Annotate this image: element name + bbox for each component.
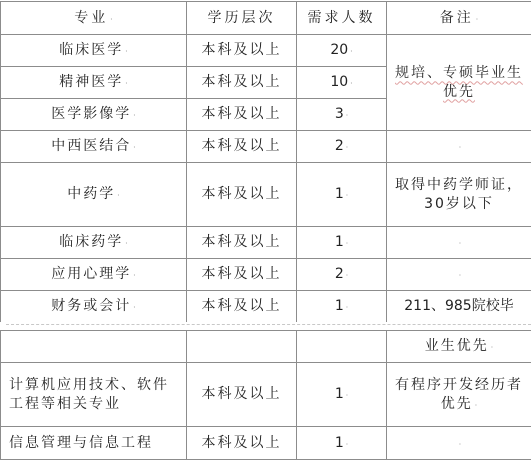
cell-count: 3 ⸱	[297, 99, 387, 131]
cell-remark: 211、985院校毕	[387, 291, 531, 323]
cell-level: 本科及以上	[187, 363, 297, 427]
cell-major: 医学影像学 ⸱	[1, 99, 187, 131]
cell-count: 1 ⸱	[297, 227, 387, 259]
cell-remark: 有程序开发经历者优先 ⸱	[387, 363, 531, 427]
cell-level: 本科及以上	[187, 67, 297, 99]
cell-remark: 取得中药学师证，30岁以下	[387, 163, 531, 227]
cell-level: 本科及以上	[187, 163, 297, 227]
continuation-row	[1, 331, 531, 363]
cell-major: 临床医学 ⸱	[1, 35, 187, 67]
cell-count: 1 ⸱	[297, 163, 387, 227]
table-row	[1, 35, 531, 67]
cell-major: 计算机应用技术、软件工程等相关专业	[1, 363, 187, 427]
cell-major: 应用心理学 ⸱	[1, 259, 187, 291]
cell-major: 中西医结合 ⸱	[1, 131, 187, 163]
cell-level	[187, 331, 297, 363]
cell-count: 1 ⸱	[297, 427, 387, 460]
cell-level: 本科及以上	[187, 35, 297, 67]
header-row	[1, 2, 531, 35]
table-row	[1, 363, 531, 427]
cell-level: 本科及以上	[187, 131, 297, 163]
header-major: 专业 ⸱	[1, 2, 187, 35]
recruitment-table-continued	[0, 330, 531, 460]
cell-remark-merged: 规培、专硕毕业生优先	[387, 35, 531, 131]
cell-count: 10 ⸱	[297, 67, 387, 99]
cell-remark: ⸱	[387, 227, 531, 259]
table-row	[1, 259, 531, 291]
cell-count: 1 ⸱	[297, 291, 387, 323]
cell-count: 2 ⸱	[297, 259, 387, 291]
recruitment-table	[0, 1, 531, 323]
cell-major: 财务或会计 ⸱	[1, 291, 187, 323]
cell-major: 信息管理与信息工程	[1, 427, 187, 460]
page-break-divider	[6, 324, 531, 325]
cell-major: 中药学 ⸱	[1, 163, 187, 227]
cell-remark: ⸱	[387, 427, 531, 460]
cell-remark: ⸱	[387, 131, 531, 163]
header-level: 学历层次	[187, 2, 297, 35]
table-row	[1, 227, 531, 259]
cell-level: 本科及以上	[187, 259, 297, 291]
header-count: 需求人数	[297, 2, 387, 35]
cell-major	[1, 331, 187, 363]
table-row	[1, 163, 531, 227]
header-remark: 备注 ⸱	[387, 2, 531, 35]
cell-count: 1 ⸱	[297, 363, 387, 427]
cell-count: 20 ⸱	[297, 35, 387, 67]
cell-count	[297, 331, 387, 363]
cell-count: 2 ⸱	[297, 131, 387, 163]
cell-major: 临床药学 ⸱	[1, 227, 187, 259]
cell-level: 本科及以上	[187, 291, 297, 323]
cell-major: 精神医学 ⸱	[1, 67, 187, 99]
cell-level: 本科及以上	[187, 99, 297, 131]
table-row	[1, 131, 531, 163]
table-row	[1, 427, 531, 460]
cell-level: 本科及以上	[187, 427, 297, 460]
cell-level: 本科及以上	[187, 227, 297, 259]
cell-remark: ⸱	[387, 259, 531, 291]
cell-remark: 业生优先 ⸱	[387, 331, 531, 363]
table-row	[1, 291, 531, 323]
